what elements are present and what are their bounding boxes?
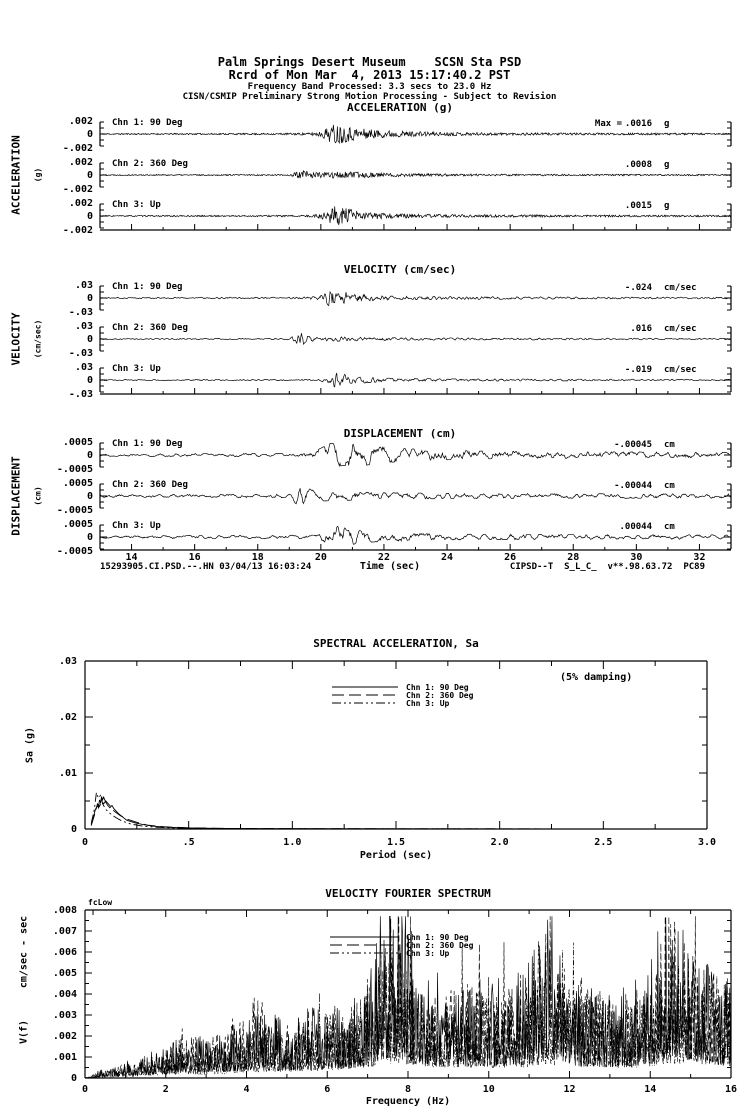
velocity-axis-unit: (cm/sec)	[33, 319, 43, 359]
svg-text:28: 28	[567, 552, 580, 563]
displacement-panel	[57, 437, 731, 563]
svg-text:g: g	[664, 160, 670, 170]
max-value: -.019	[624, 365, 652, 375]
record-id-footer: 15293905.CI.PSD.--.HN 03/04/13 16:03:24	[100, 562, 312, 572]
svg-text:-.002: -.002	[62, 184, 93, 195]
max-value: -.00044	[614, 481, 652, 491]
svg-text:0: 0	[70, 1073, 77, 1084]
svg-text:cm: cm	[664, 440, 675, 450]
svg-text:32: 32	[693, 552, 706, 563]
fourier-plot-area	[53, 905, 737, 1095]
station-title: Palm Springs Desert Museum SCSN Sta PSD	[217, 55, 522, 69]
svg-text:2.0: 2.0	[490, 837, 509, 848]
svg-text:.0005: .0005	[62, 478, 93, 489]
trace-line	[100, 171, 731, 178]
sa-series-line	[91, 797, 707, 829]
max-value: -.024	[624, 283, 652, 293]
svg-text:cm: cm	[664, 481, 675, 491]
svg-text:0: 0	[86, 170, 93, 181]
svg-text:Chn 2: 360 Deg: Chn 2: 360 Deg	[406, 941, 474, 950]
svg-text:30: 30	[630, 552, 643, 563]
svg-text:10: 10	[482, 1084, 495, 1095]
svg-text:3.0: 3.0	[697, 837, 717, 848]
damping-annotation: (5% damping)	[560, 672, 633, 683]
processing-version-footer: CIPSD--T S_L_C_ v**.98.63.72 PC89	[509, 562, 705, 572]
svg-text:.03: .03	[74, 280, 93, 291]
channel-label: Chn 1: 90 Deg	[112, 118, 183, 128]
svg-text:0: 0	[86, 293, 93, 304]
sa-chart-title: SPECTRAL ACCELERATION, Sa	[313, 637, 479, 650]
svg-text:12: 12	[563, 1084, 576, 1095]
svg-text:0: 0	[81, 1084, 89, 1095]
trace-line	[100, 333, 731, 344]
record-timestamp: Rcrd of Mon Mar 4, 2013 15:17:40.2 PST	[228, 68, 511, 82]
svg-text:.03: .03	[74, 362, 93, 373]
sa-chart	[0, 630, 739, 880]
svg-text:0: 0	[86, 129, 93, 140]
svg-text:22: 22	[377, 552, 390, 563]
svg-text:.02: .02	[58, 712, 77, 723]
sa-series-line	[91, 801, 707, 829]
fourier-y-axis-label: V(f)	[18, 1019, 30, 1045]
timeseries-plot	[0, 100, 739, 565]
svg-text:14: 14	[644, 1084, 657, 1095]
svg-text:.0005: .0005	[62, 437, 93, 448]
channel-label: Chn 2: 360 Deg	[112, 323, 188, 333]
svg-text:2: 2	[162, 1084, 169, 1095]
svg-text:0: 0	[86, 334, 93, 345]
channel-label: Chn 3: Up	[112, 521, 161, 531]
max-value: .00044	[619, 522, 652, 532]
displacement-axis-label: DISPLACEMENT	[9, 456, 23, 536]
max-value: .016	[630, 324, 652, 334]
svg-text:0: 0	[70, 824, 77, 835]
svg-text:.003: .003	[52, 1010, 77, 1021]
velocity-title: VELOCITY (cm/sec)	[343, 263, 457, 276]
svg-text:.002: .002	[68, 116, 93, 127]
fourier-chart-title: VELOCITY FOURIER SPECTRUM	[325, 887, 491, 900]
svg-text:cm/sec: cm/sec	[664, 365, 697, 375]
acceleration-title: ACCELERATION (g)	[347, 101, 453, 114]
svg-text:-.03: -.03	[68, 389, 93, 400]
svg-text:g: g	[664, 201, 670, 211]
svg-text:-.0005: -.0005	[56, 464, 93, 475]
svg-text:.5: .5	[182, 837, 195, 848]
channel-label: Chn 1: 90 Deg	[112, 282, 183, 292]
acceleration-panel	[63, 116, 731, 236]
acceleration-axis-unit: (g)	[33, 167, 43, 183]
fc-low-marker-label: fcLow	[88, 898, 113, 907]
svg-text:8: 8	[404, 1084, 412, 1095]
svg-text:-.03: -.03	[68, 348, 93, 359]
svg-text:14: 14	[125, 552, 138, 563]
svg-text:-.002: -.002	[62, 225, 93, 236]
svg-text:cm/sec: cm/sec	[664, 324, 697, 334]
svg-text:0: 0	[81, 837, 89, 848]
svg-text:.008: .008	[52, 905, 77, 916]
sa-plot-area	[59, 656, 716, 848]
svg-text:1.0: 1.0	[283, 837, 302, 848]
svg-text:16: 16	[188, 552, 201, 563]
displacement-axis-unit: (cm)	[33, 486, 43, 506]
max-value: .0016	[624, 119, 652, 129]
svg-text:Chn 1: 90 Deg: Chn 1: 90 Deg	[406, 933, 469, 942]
svg-text:.007: .007	[52, 926, 77, 937]
svg-text:-.0005: -.0005	[56, 546, 93, 557]
svg-text:.002: .002	[68, 198, 93, 209]
svg-text:26: 26	[504, 552, 517, 563]
svg-text:0: 0	[86, 375, 93, 386]
max-value: -.00045	[614, 440, 652, 450]
svg-text:-.0005: -.0005	[56, 505, 93, 516]
svg-text:-.03: -.03	[68, 307, 93, 318]
svg-text:.01: .01	[58, 768, 77, 779]
trace-line	[100, 373, 731, 387]
svg-text:.004: .004	[52, 989, 77, 1000]
trace-line	[100, 292, 731, 306]
svg-text:1.5: 1.5	[386, 837, 406, 848]
svg-text:.001: .001	[52, 1052, 77, 1063]
svg-text:6: 6	[324, 1084, 331, 1095]
svg-text:Chn 1: 90 Deg: Chn 1: 90 Deg	[406, 683, 469, 692]
channel-label: Chn 1: 90 Deg	[112, 439, 183, 449]
svg-text:Chn 3: Up: Chn 3: Up	[406, 699, 450, 708]
svg-text:0: 0	[86, 450, 93, 461]
svg-text:18: 18	[251, 552, 264, 563]
svg-text:.03: .03	[74, 321, 93, 332]
channel-label: Chn 3: Up	[112, 364, 161, 374]
svg-text:2.5: 2.5	[594, 837, 613, 848]
svg-text:g: g	[664, 119, 670, 129]
svg-text:0: 0	[86, 491, 93, 502]
svg-text:.03: .03	[58, 656, 77, 667]
time-axis-label: Time (sec)	[359, 561, 421, 572]
velocity-axis-label: VELOCITY	[9, 312, 23, 366]
svg-text:.006: .006	[52, 947, 77, 958]
frequency-band-note: Frequency Band Processed: 3.3 secs to 23.0 Hz	[247, 82, 492, 92]
fourier-y-axis-unit: cm/sec - sec	[18, 915, 30, 989]
max-value: .0008	[624, 160, 652, 170]
svg-text:.0005: .0005	[62, 519, 93, 530]
displacement-title: DISPLACEMENT (cm)	[343, 427, 457, 440]
max-value: .0015	[624, 201, 652, 211]
fourier-x-axis-label: Frequency (Hz)	[365, 1096, 451, 1107]
svg-text:cm/sec: cm/sec	[664, 283, 697, 293]
channel-label: Chn 3: Up	[112, 200, 161, 210]
svg-text:.002: .002	[68, 157, 93, 168]
channel-label: Chn 2: 360 Deg	[112, 480, 188, 490]
svg-text:24: 24	[441, 552, 454, 563]
channel-label: Chn 2: 360 Deg	[112, 159, 188, 169]
svg-text:Max =: Max =	[594, 119, 622, 129]
svg-text:.002: .002	[52, 1031, 77, 1042]
svg-text:0: 0	[86, 532, 93, 543]
velocity-panel	[69, 280, 731, 400]
svg-text:20: 20	[314, 552, 327, 563]
fourier-chart	[0, 880, 739, 1095]
svg-text:0: 0	[86, 211, 93, 222]
processing-disclaimer: CISN/CSMIP Preliminary Strong Motion Processing - Subject to Revision	[182, 92, 557, 102]
svg-text:-.002: -.002	[62, 143, 93, 154]
sa-series-line	[91, 793, 707, 829]
svg-text:16: 16	[724, 1084, 738, 1095]
sa-x-axis-label: Period (sec)	[359, 850, 433, 861]
svg-text:4: 4	[243, 1084, 250, 1095]
sa-y-axis-label: Sa (g)	[24, 726, 36, 764]
svg-text:Chn 2: 360 Deg: Chn 2: 360 Deg	[406, 691, 474, 700]
svg-text:Chn 3: Up: Chn 3: Up	[406, 949, 450, 958]
svg-text:cm: cm	[664, 522, 675, 532]
acceleration-axis-label: ACCELERATION	[9, 135, 23, 215]
svg-text:.005: .005	[52, 968, 77, 979]
